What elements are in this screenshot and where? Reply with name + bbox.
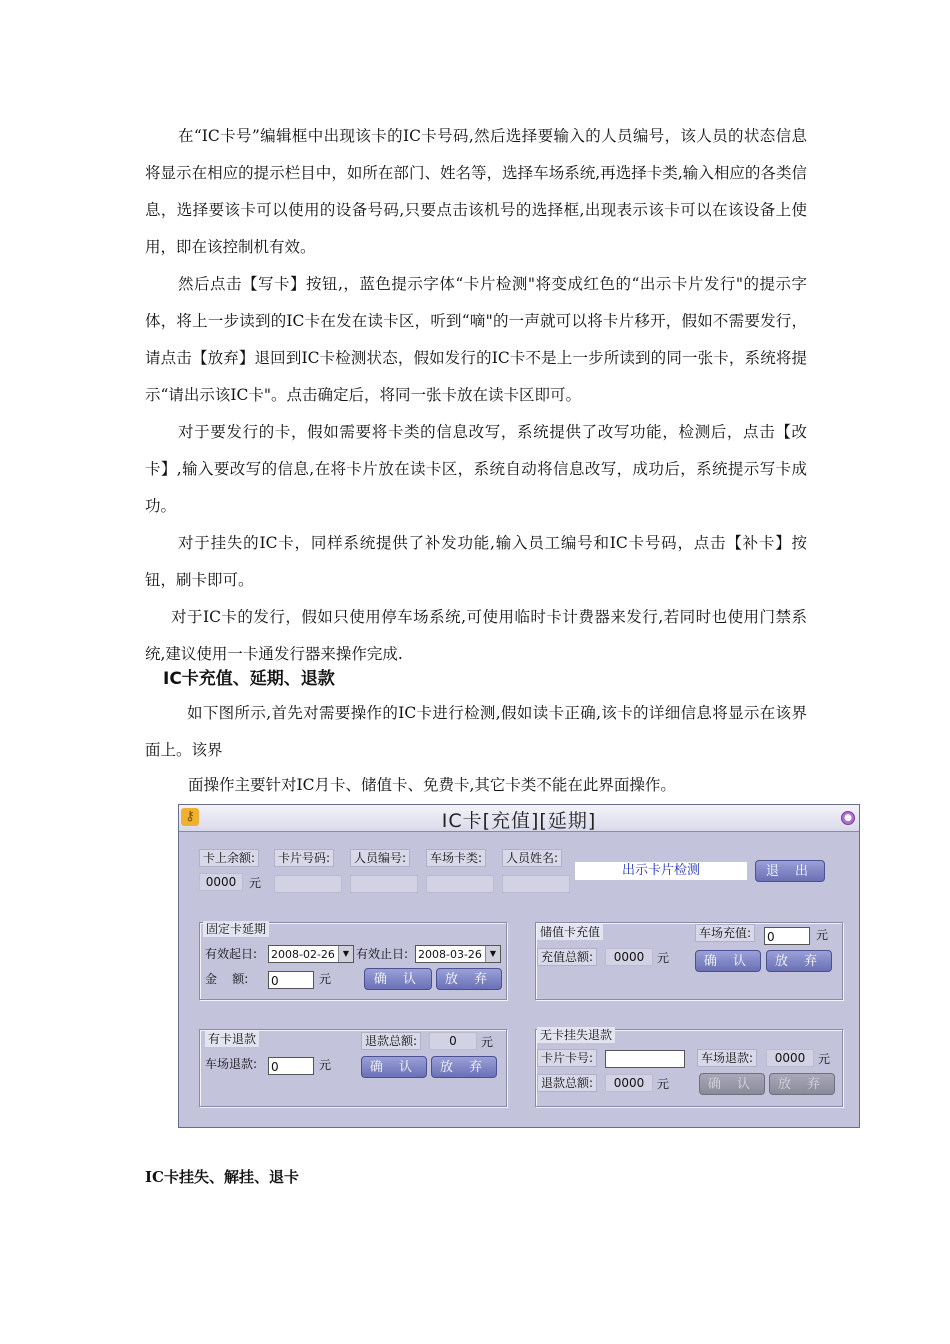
refund-total-unit: 元	[481, 1035, 494, 1049]
recharge-total-value: 0000	[605, 948, 653, 966]
recharge-total-label: 充值总额:	[537, 948, 597, 966]
card-refund-title: 有卡退款	[205, 1031, 259, 1047]
section-heading-loss: IC卡挂失、解挂、退卡	[145, 1168, 299, 1186]
chevron-down-icon: ▼	[485, 946, 500, 962]
end-date-label: 有效止日:	[356, 947, 409, 961]
section-heading-recharge: IC卡充值、延期、退款	[163, 669, 335, 689]
lost-refund-total-unit: 元	[657, 1077, 670, 1091]
lost-refund-total-value: 0000	[605, 1074, 653, 1092]
refund-cancel-button[interactable]: 放 弃	[431, 1056, 497, 1078]
amount-label: 金 额:	[205, 972, 249, 986]
exit-button[interactable]: 退 出	[755, 860, 825, 882]
park-recharge-label: 车场充值:	[695, 924, 755, 942]
start-date-select[interactable]	[268, 945, 354, 963]
refund-total-value: 0	[429, 1032, 477, 1050]
fixed-cancel-button[interactable]: 放 弃	[436, 968, 502, 990]
stored-recharge-title: 储值卡充值	[537, 924, 603, 940]
intro-line-1: 如下图所示,首先对需要操作的IC卡进行检测,假如读卡正确,该卡的详细信息将显示在该界面上。该界	[145, 704, 807, 759]
amount-unit: 元	[319, 972, 332, 986]
balance-unit: 元	[249, 876, 262, 890]
ic-card-recharge-window	[178, 804, 860, 1128]
key-icon: ⚷	[181, 808, 199, 826]
intro-line-2: 面操作主要针对IC月卡、储值卡、免费卡,其它卡类不能在此界面操作。	[188, 776, 676, 794]
lost-cardno-input[interactable]	[605, 1050, 685, 1068]
park-refund-input[interactable]: 0	[268, 1057, 314, 1075]
lost-park-refund-unit: 元	[818, 1052, 831, 1066]
park-recharge-unit: 元	[816, 928, 829, 942]
document-body	[145, 118, 807, 673]
chevron-down-icon: ▼	[338, 946, 353, 962]
start-date-label: 有效起日:	[205, 947, 258, 961]
balance-value: 0000	[199, 873, 243, 891]
balance-label: 卡上余额:	[199, 849, 259, 867]
recharge-cancel-button[interactable]: 放 弃	[766, 950, 832, 972]
person-number-label: 人员编号:	[350, 849, 410, 867]
paragraph-1: 在“IC卡号”编辑框中出现该卡的IC卡号码,然后选择要输入的人员编号，该人员的状态信息将显示在相应的提示栏目中，如所在部门、姓名等，选择车场系统,再选择卡类,输入相应的各类信息，选择要该卡可以使用的设备号码,只要点击该机号的选择框,出现表示该卡可以在该设备上使用，即在该控制机有效。	[145, 127, 807, 256]
window-title: IC卡[充值][延期]	[441, 810, 597, 832]
parking-card-type-field	[426, 875, 494, 893]
window-titlebar	[179, 805, 859, 832]
park-recharge-input[interactable]: 0	[764, 927, 810, 945]
recharge-confirm-button[interactable]: 确 认	[695, 950, 761, 972]
lost-park-refund-label: 车场退款:	[697, 1049, 757, 1067]
status-text: 出示卡片检测	[575, 862, 747, 880]
close-icon[interactable]: ●	[841, 811, 855, 825]
parking-card-type-label: 车场卡类:	[426, 849, 486, 867]
paragraph-5: 对于IC卡的发行，假如只使用停车场系统,可使用临时卡计费器来发行,若同时也使用门禁系统,建议使用一卡通发行器来操作完成.	[145, 608, 807, 663]
park-refund-unit: 元	[319, 1058, 332, 1072]
lost-park-refund-value: 0000	[766, 1049, 814, 1067]
lost-cancel-button[interactable]: 放 弃	[769, 1073, 835, 1095]
lost-refund-title: 无卡挂失退款	[537, 1027, 615, 1043]
end-date-select[interactable]	[415, 945, 501, 963]
paragraph-3: 对于要发行的卡，假如需要将卡类的信息改写，系统提供了改写功能，检测后，点击【改卡】,输入要改写的信息,在将卡片放在读卡区，系统自动将信息改写，成功后，系统提示写卡成功。	[145, 423, 807, 515]
paragraph-4: 对于挂失的IC卡，同样系统提供了补发功能,输入员工编号和IC卡号码，点击【补卡】按钮，刷卡即可。	[145, 534, 807, 589]
recharge-total-unit: 元	[657, 951, 670, 965]
refund-total-label: 退款总额:	[361, 1032, 421, 1050]
start-date-value: 2008-02-26	[271, 948, 335, 961]
amount-input[interactable]: 0	[268, 971, 314, 989]
lost-refund-total-label: 退款总额:	[537, 1074, 597, 1092]
fixed-confirm-button[interactable]: 确 认	[364, 968, 432, 990]
card-number-field	[274, 875, 342, 893]
person-number-field	[350, 875, 418, 893]
card-number-label: 卡片号码:	[274, 849, 334, 867]
end-date-value: 2008-03-26	[418, 948, 482, 961]
person-name-field	[502, 875, 570, 893]
paragraph-2: 然后点击【写卡】按钮,，蓝色提示字体“卡片检测"将变成红色的“出示卡片发行"的提示字体，将上一步读到的IC卡在发在读卡区，听到“嘀"的一声就可以将卡片移开，假如不需要发行，请点击【放弃】退回到IC卡检测状态，假如发行的IC卡不是上一步所读到的同一张卡，系统将提示“请出示该IC卡"。点击确定后，将同一张卡放在读卡区即可。	[145, 275, 807, 404]
refund-confirm-button[interactable]: 确 认	[361, 1056, 427, 1078]
lost-cardno-label: 卡片卡号:	[537, 1049, 597, 1067]
person-name-label: 人员姓名:	[502, 849, 562, 867]
park-refund-label: 车场退款:	[205, 1057, 258, 1071]
lost-confirm-button[interactable]: 确 认	[699, 1073, 765, 1095]
fixed-extend-title: 固定卡延期	[203, 921, 269, 937]
